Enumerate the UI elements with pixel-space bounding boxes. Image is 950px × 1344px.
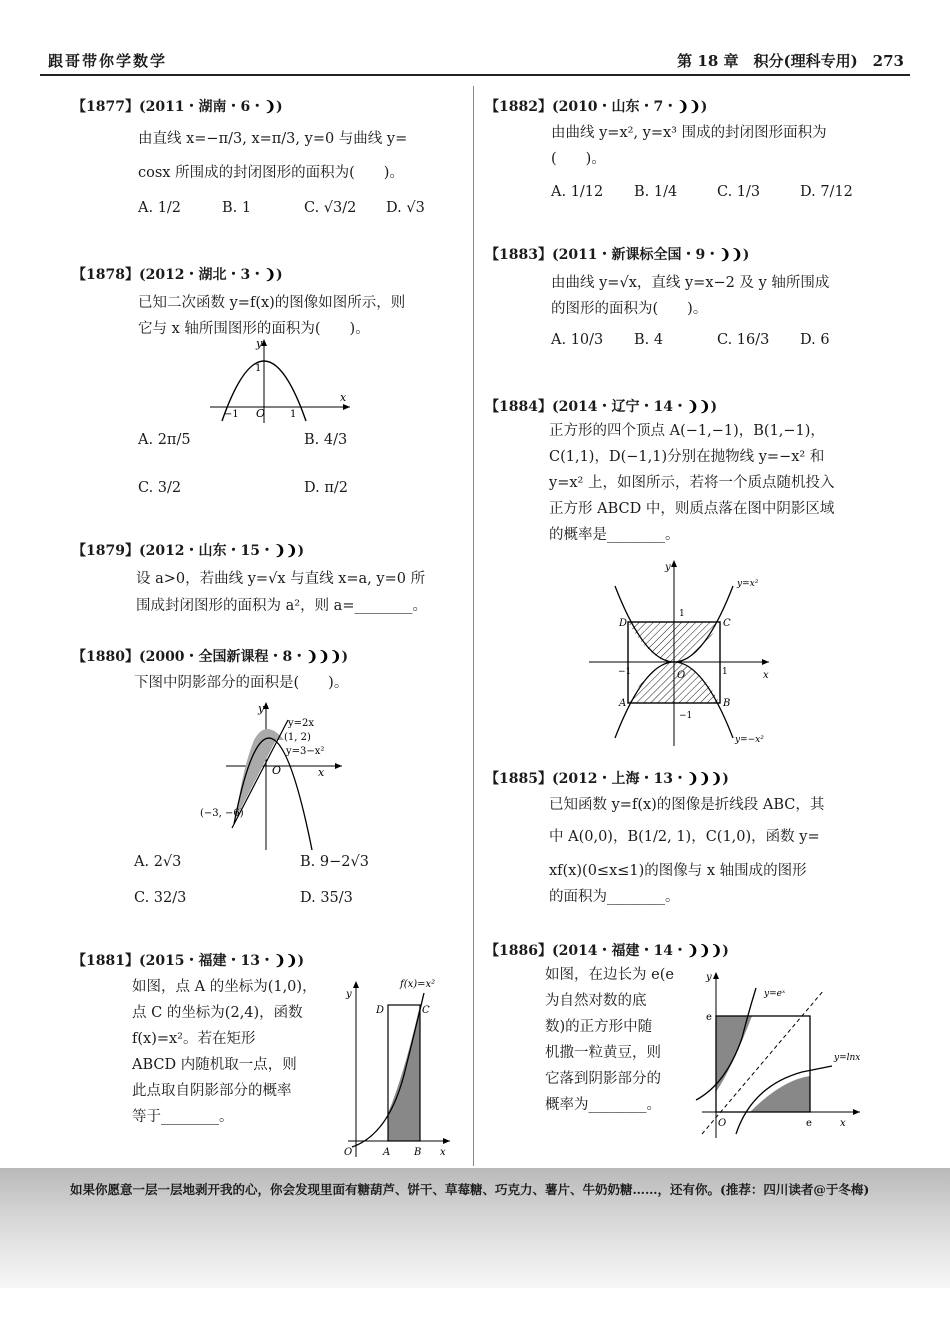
q1886-line5: 它落到阴影部分的 xyxy=(545,1071,661,1087)
difficulty-mark: ❩❩❩ xyxy=(306,649,342,665)
q1886-exp-log-figure xyxy=(692,968,872,1140)
difficulty-mark: ❩❩ xyxy=(274,543,298,559)
difficulty-mark: ❩❩❩ xyxy=(687,771,723,787)
y-tick-neg-label: −1 xyxy=(679,711,693,721)
q1881-line3: f(x)=x²。若在矩形 xyxy=(132,1031,256,1047)
x-tick-neg-label: −1 xyxy=(224,409,239,420)
header-rule xyxy=(40,74,910,76)
q1882-option-b: B. 1/4 xyxy=(634,184,678,200)
q1881-line2: 点 C 的坐标为(2,4)，函数 xyxy=(132,1005,303,1021)
q1878-header: 【1878】(2012・湖北・3・❩) xyxy=(72,267,283,283)
y-tick-label: 1 xyxy=(255,363,262,374)
q1881-header: 【1881】(2015・福建・13・❩❩) xyxy=(72,953,305,969)
axis-x-label: x xyxy=(763,670,769,681)
q1878-option-c: C. 3/2 xyxy=(138,480,182,496)
axis-y-label: y xyxy=(258,702,265,715)
difficulty-mark: ❩❩❩ xyxy=(687,943,723,959)
q1886-line3: 数)的正方形中随 xyxy=(545,1019,653,1035)
q1877-option-b: B. 1 xyxy=(222,200,252,216)
q1879-line2: 围成封闭图形的面积为 a²，则 a=________。 xyxy=(136,598,427,614)
q1877-option-a: A. 1/2 xyxy=(138,200,182,216)
q1882-option-a: A. 1/12 xyxy=(551,184,604,200)
point-a-label: A xyxy=(619,698,627,709)
q1880-option-b: B. 9−2√3 xyxy=(300,854,369,870)
q1880-option-c: C. 32/3 xyxy=(134,890,187,906)
q1883-line2: 的图形的面积为( )。 xyxy=(551,301,708,317)
q1883-option-a: A. 10/3 xyxy=(551,332,604,348)
q1885-line3: xf(x)(0≤x≤1)的图像与 x 轴围成的图形 xyxy=(549,863,807,879)
point-b-label: B xyxy=(723,698,731,709)
point-d-label: D xyxy=(376,1005,385,1016)
exp-curve-label: y=eˣ xyxy=(764,989,786,999)
difficulty-mark: ❩❩ xyxy=(677,99,701,115)
q1881-line6: 等于________。 xyxy=(132,1109,234,1125)
x-tick-neg-label: −1 xyxy=(618,667,632,677)
q1883-header: 【1883】(2011・新课标全国・9・❩❩) xyxy=(485,247,750,263)
q1884-header: 【1884】(2014・辽宁・14・❩❩) xyxy=(485,399,718,415)
point-a-label: A xyxy=(383,1147,391,1158)
origin-label: O xyxy=(272,764,282,777)
q1883-option-b: B. 4 xyxy=(634,332,664,348)
footer-quote: 如果你愿意一层一层地剥开我的心，你会发现里面有糖葫芦、饼干、草莓糖、巧克力、薯片、牛奶奶糖……，还有你。(推荐：四川读者@于冬梅) xyxy=(70,1182,870,1197)
q1880-option-d: D. 35/3 xyxy=(300,890,353,906)
q1880-option-a: A. 2√3 xyxy=(134,854,182,870)
chapter-title: 第 18 章 积分(理科专用) 273 xyxy=(677,52,904,70)
x-tick-pos-label: 1 xyxy=(290,409,297,420)
difficulty-mark: ❩❩ xyxy=(719,247,743,263)
q1884-line4: 正方形 ABCD 中，则质点落在图中阴影区域 xyxy=(549,501,835,517)
y-e-label: e xyxy=(706,1012,712,1023)
q1885-header: 【1885】(2012・上海・13・❩❩❩) xyxy=(485,771,729,787)
q1885-line4: 的面积为________。 xyxy=(549,889,680,905)
axis-y-label: y xyxy=(706,972,712,983)
q1884-line3: y=x² 上，如图所示，若将一个质点随机投入 xyxy=(549,475,835,491)
origin-label: O xyxy=(718,1118,727,1129)
difficulty-mark: ❩❩ xyxy=(687,399,711,415)
axis-x-label: x xyxy=(440,1147,446,1158)
q1879-header: 【1879】(2012・山东・15・❩❩) xyxy=(72,543,305,559)
axis-y-label: y xyxy=(256,337,263,350)
difficulty-mark: ❩ xyxy=(264,99,277,115)
point-label: (1, 2) xyxy=(284,732,311,743)
axis-y-label: y xyxy=(665,562,671,573)
q1877-header: 【1877】(2011・湖南・6・❩) xyxy=(72,99,283,115)
q1884-square-figure xyxy=(585,556,785,748)
function-label: f(x)=x² xyxy=(400,979,436,990)
q1886-line6: 概率为________。 xyxy=(545,1097,661,1113)
q1879-line1: 设 a>0，若曲线 y=√x 与直线 x=a, y=0 所 xyxy=(136,571,426,587)
q1878-option-d: D. π/2 xyxy=(304,480,348,496)
difficulty-mark: ❩❩ xyxy=(274,953,298,969)
q1884-line5: 的概率是________。 xyxy=(549,527,680,543)
axis-x-label: x xyxy=(318,766,325,779)
point-c-label: C xyxy=(422,1005,430,1016)
q1883-option-d: D. 6 xyxy=(800,332,830,348)
q1880-shaded-figure xyxy=(196,700,346,852)
x-tick-pos-label: 1 xyxy=(722,667,728,677)
q1880-line1: 下图中阴影部分的面积是( )。 xyxy=(134,675,349,691)
q1882-line1: 由曲线 y=x², y=x³ 围成的封闭图形面积为 xyxy=(551,125,827,141)
axis-y-label: y xyxy=(346,989,352,1000)
curve-top-label: y=x² xyxy=(737,579,759,589)
point-c-label: C xyxy=(723,618,731,629)
point-d-label: D xyxy=(619,618,628,629)
q1881-rectangle-figure xyxy=(338,975,453,1160)
q1877-line2: cosx 所围成的封闭图形的面积为( )。 xyxy=(138,165,404,181)
q1884-line1: 正方形的四个顶点 A(−1,−1)，B(1,−1)， xyxy=(549,423,825,439)
q1878-option-a: A. 2π/5 xyxy=(138,432,191,448)
origin-label: O xyxy=(256,407,266,420)
q1878-parabola-figure xyxy=(200,335,360,425)
curve-label: y=3−x² xyxy=(286,746,325,757)
q1877-option-d: D. √3 xyxy=(386,200,425,216)
q1884-line2: C(1,1)，D(−1,1)分别在抛物线 y=−x² 和 xyxy=(549,449,825,465)
q1883-line1: 由曲线 y=√x，直线 y=x−2 及 y 轴所围成 xyxy=(551,275,830,291)
q1886-line2: 为自然对数的底 xyxy=(545,993,647,1009)
origin-label: O xyxy=(344,1147,353,1158)
q1878-line1: 已知二次函数 y=f(x)的图像如图所示，则 xyxy=(138,295,406,311)
q1881-line1: 如图，点 A 的坐标为(1,0)， xyxy=(132,979,317,995)
x-e-label: e xyxy=(806,1118,812,1129)
q1880-header: 【1880】(2000・全国新课程・8・❩❩❩) xyxy=(72,649,349,665)
axis-x-label: x xyxy=(340,391,347,404)
q1881-line4: ABCD 内随机取一点，则 xyxy=(132,1057,297,1073)
origin-label: O xyxy=(677,670,686,681)
q1881-line5: 此点取自阴影部分的概率 xyxy=(132,1083,292,1099)
q1878-option-b: B. 4/3 xyxy=(304,432,348,448)
y-tick-label: 1 xyxy=(679,609,685,619)
log-curve-label: y=lnx xyxy=(834,1053,861,1063)
q1885-line2: 中 A(0,0)，B(1/2, 1)，C(1,0)，函数 y= xyxy=(549,829,820,845)
axis-x-label: x xyxy=(840,1118,846,1129)
q1886-header: 【1886】(2014・福建・14・❩❩❩) xyxy=(485,943,729,959)
point-b-label: B xyxy=(414,1147,422,1158)
q1877-option-c: C. √3/2 xyxy=(304,200,357,216)
q1882-header: 【1882】(2010・山东・7・❩❩) xyxy=(485,99,708,115)
book-title: 跟哥带你学数学 xyxy=(48,52,168,70)
difficulty-mark: ❩ xyxy=(264,267,277,283)
q1883-option-c: C. 16/3 xyxy=(717,332,770,348)
q1886-line1: 如图，在边长为 e(e xyxy=(545,967,674,983)
q1885-line1: 已知函数 y=f(x)的图像是折线段 ABC，其 xyxy=(549,797,825,813)
q1882-line2: ( )。 xyxy=(551,151,606,167)
point-label-2: (−3, −6) xyxy=(200,808,244,819)
q1877-line1: 由直线 x=−π/3, x=π/3, y=0 与曲线 y= xyxy=(138,131,408,147)
q1882-option-d: D. 7/12 xyxy=(800,184,853,200)
curve-bottom-label: y=−x² xyxy=(735,735,764,745)
q1882-option-c: C. 1/3 xyxy=(717,184,761,200)
column-divider xyxy=(473,86,474,1166)
q1878-line2: 它与 x 轴所围图形的面积为( )。 xyxy=(138,321,370,337)
q1886-line4: 机撒一粒黄豆，则 xyxy=(545,1045,661,1061)
line-label: y=2x xyxy=(288,718,315,729)
